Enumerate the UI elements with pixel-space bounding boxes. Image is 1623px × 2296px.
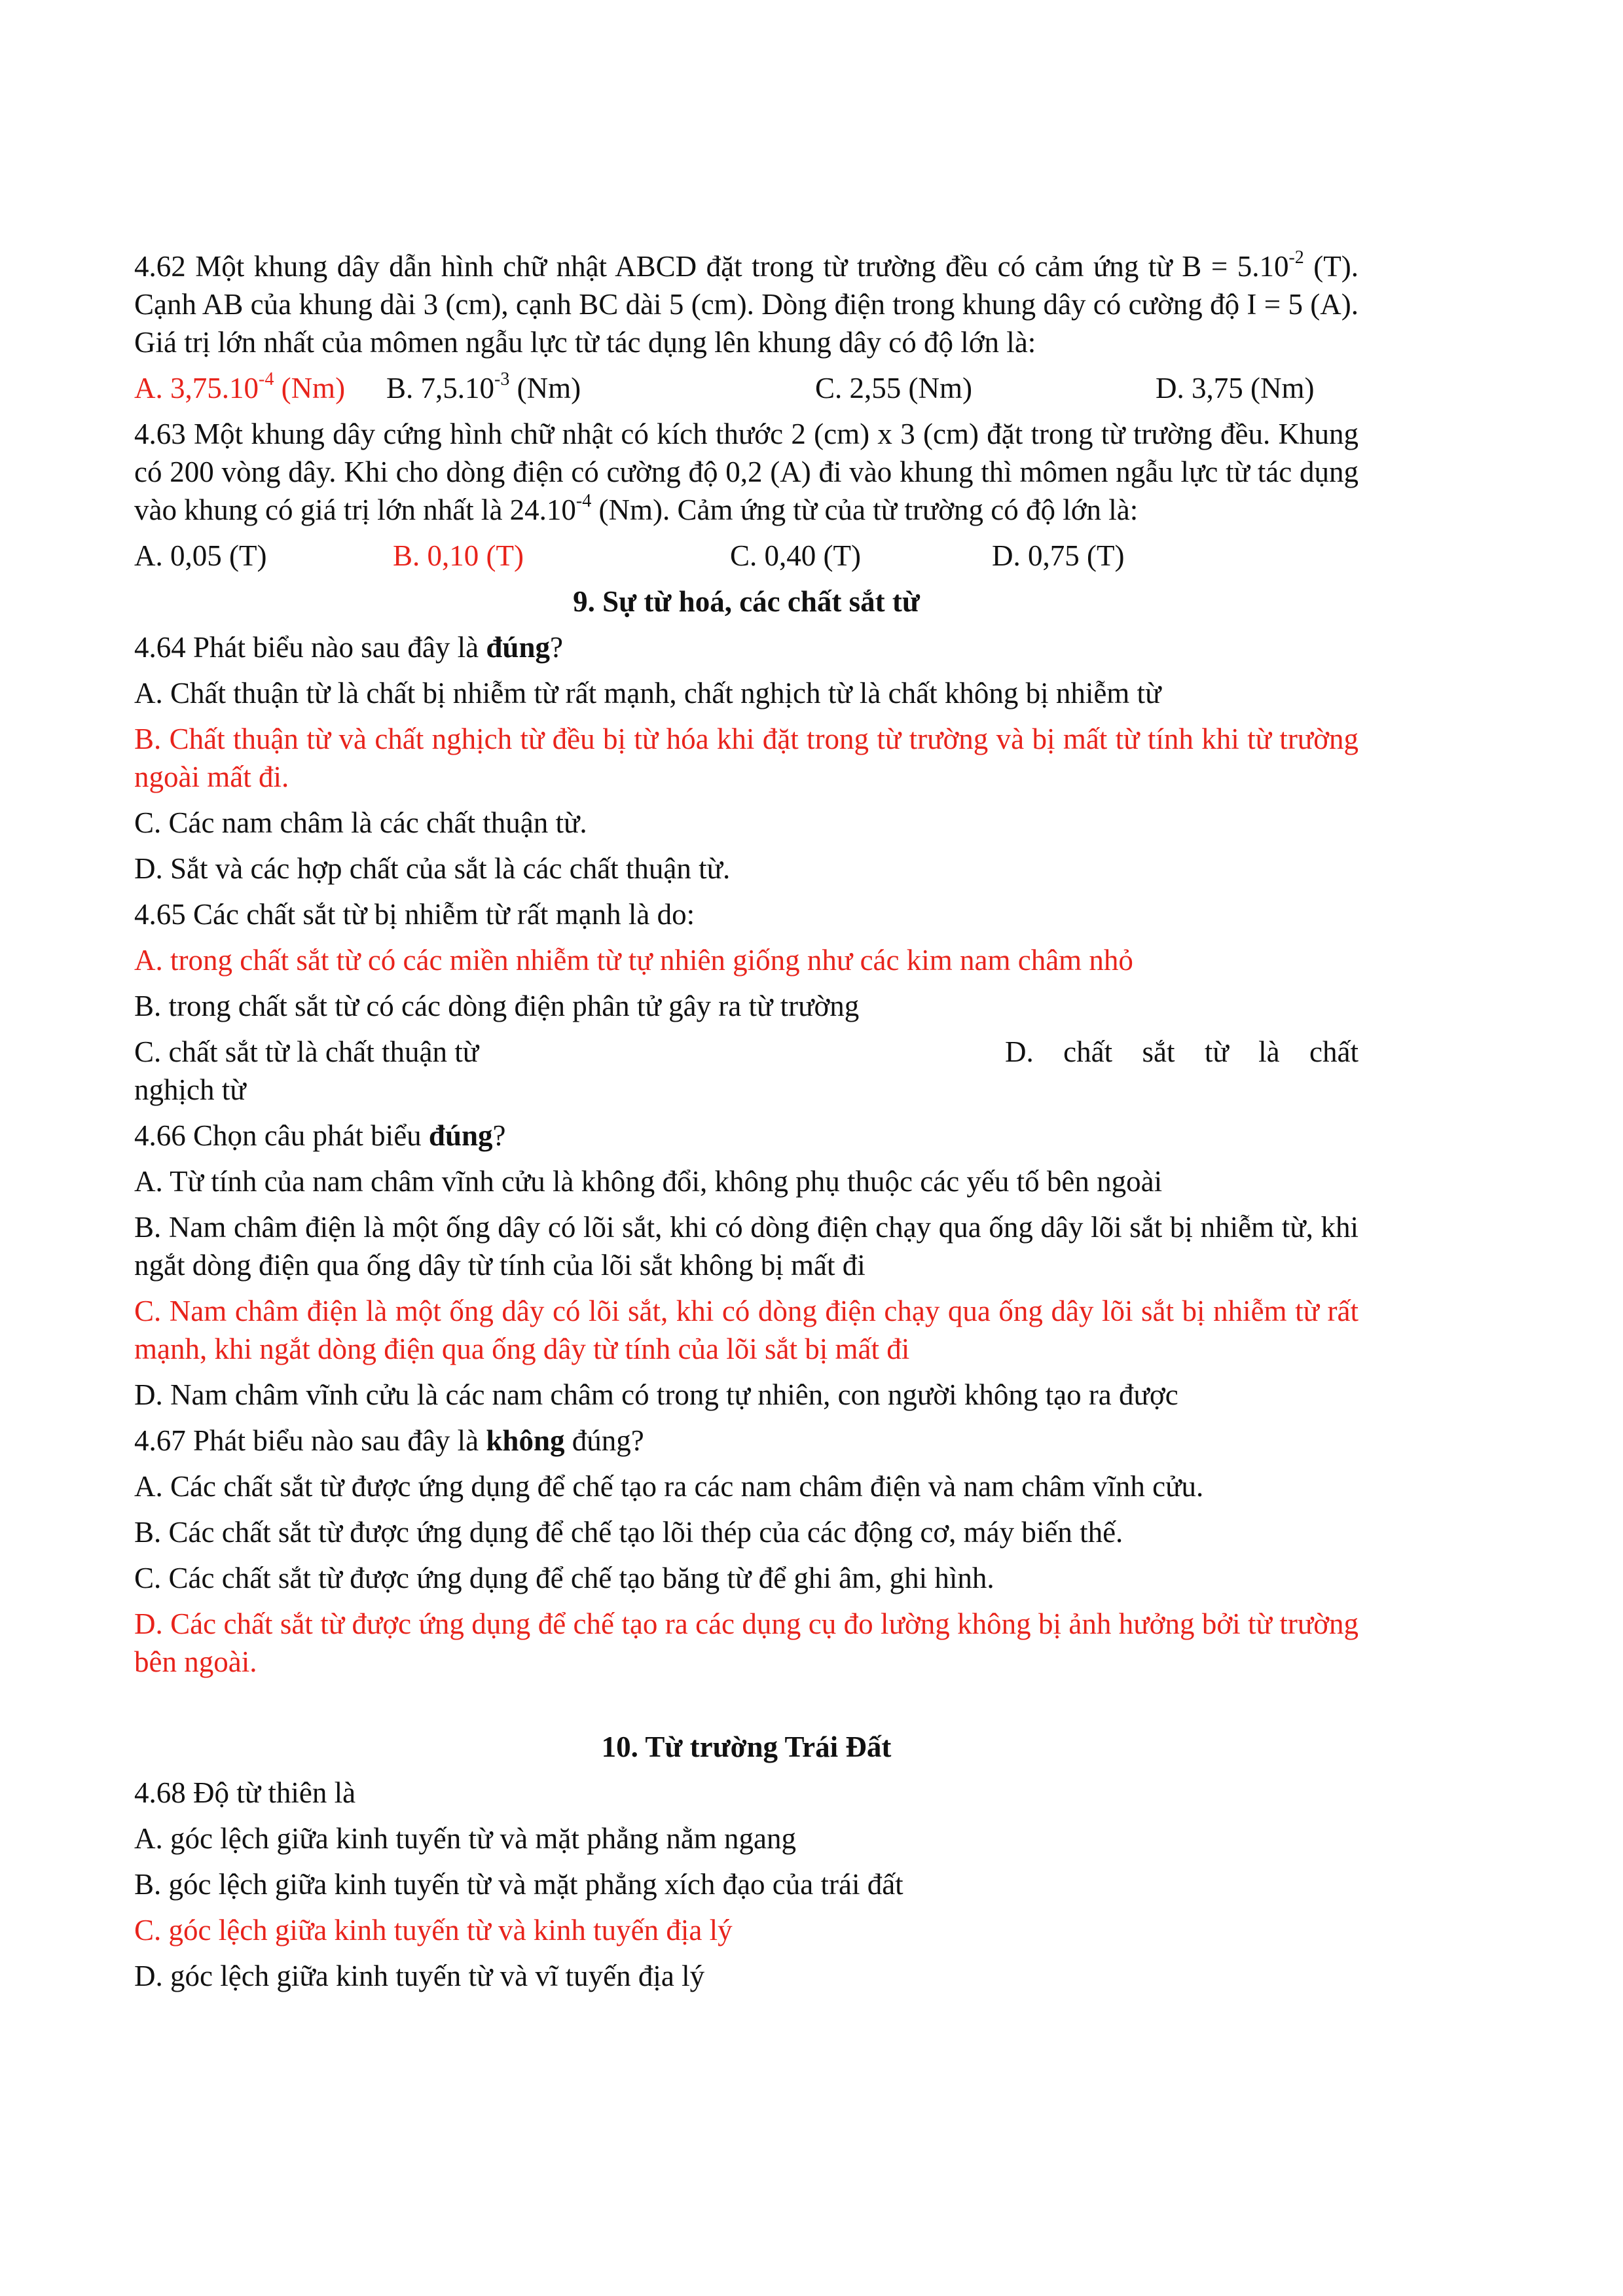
q462-option-b-unit: (Nm) xyxy=(509,372,581,404)
question-4-68-stem: 4.68 Độ từ thiên là xyxy=(134,1776,356,1809)
q464-option-c: C. Các nam châm là các chất thuận từ. xyxy=(134,806,587,839)
q462-option-a xyxy=(134,369,386,407)
document-page xyxy=(134,247,1359,2003)
question-4-65-stem: 4.65 Các chất sắt từ bị nhiễm từ rất mạnh là do: xyxy=(134,898,695,931)
q466-stem-post: ? xyxy=(492,1119,506,1152)
q465-option-d-word: chất xyxy=(1063,1035,1113,1068)
q467-option-d: D. Các chất sắt từ được ứng dụng để chế tạo ra các dụng cụ đo lường không bị ảnh hưởng bởi từ trường bên ngoài. xyxy=(134,1607,1359,1678)
q463-option-c: C. 0,40 (T) xyxy=(730,539,861,572)
q466-option-d: D. Nam châm vĩnh cửu là các nam châm có trong tự nhiên, con người không tạo ra được xyxy=(134,1378,1178,1411)
q466-option-a: A. Từ tính của nam châm vĩnh cửu là không đổi, không phụ thuộc các yếu tố bên ngoài xyxy=(134,1165,1163,1198)
q466-stem-bold: đúng xyxy=(428,1119,493,1152)
q465-option-d-word: D. xyxy=(1005,1035,1034,1068)
q463-option-a: A. 0,05 (T) xyxy=(134,539,267,572)
q468-option-a: A. góc lệch giữa kinh tuyến từ và mặt phẳng nằm ngang xyxy=(134,1822,797,1855)
q466-option-c: C. Nam châm điện là một ống dây có lõi sắt, khi có dòng điện chạy qua ống dây lõi sắt bị nhiễm từ rất mạnh, khi ngắt dòng điện qua ống dây từ tính của lõi sắt bị mất đi xyxy=(134,1295,1359,1365)
q466-option-b: B. Nam châm điện là một ống dây có lõi sắt, khi có dòng điện chạy qua ống dây lõi sắt bị nhiễm từ, khi ngắt dòng điện qua ống dây từ tính của lõi sắt không bị mất đi xyxy=(134,1211,1359,1282)
q465-option-d-continuation: nghịch từ xyxy=(134,1073,246,1106)
q465-option-d-word: từ xyxy=(1204,1035,1229,1068)
q464-stem-bold: đúng xyxy=(486,631,550,664)
q464-option-a: A. Chất thuận từ là chất bị nhiễm từ rất mạnh, chất nghịch từ là chất không bị nhiễm từ xyxy=(134,677,1161,709)
q465-options-cd xyxy=(134,1033,1359,1071)
q463-stem-exponent: -4 xyxy=(575,491,592,511)
q464-stem-post: ? xyxy=(549,631,563,664)
question-4-67-stem xyxy=(134,1422,1359,1460)
q465-option-a: A. trong chất sắt từ có các miền nhiễm từ tự nhiên giống như các kim nam châm nhỏ xyxy=(134,944,1133,977)
q462-stem-part2: (T). Cạnh AB của khung dài 3 (cm), cạnh BC dài 5 (cm). Dòng điện trong khung dây có cường độ I = 5 (A). Giá trị lớn nhất của mômen ngẫu lực từ tác dụng lên khung dây có độ lớn là: xyxy=(134,250,1359,359)
q467-option-c: C. Các chất sắt từ được ứng dụng để chế tạo băng từ để ghi âm, ghi hình. xyxy=(134,1562,994,1594)
q467-stem-bold: không xyxy=(486,1424,565,1457)
q464-option-d: D. Sắt và các hợp chất của sắt là các chất thuận từ. xyxy=(134,852,731,885)
q462-option-a-exp: -4 xyxy=(259,369,274,389)
q465-option-b: B. trong chất sắt từ có các dòng điện phân tử gây ra từ trường xyxy=(134,990,860,1022)
question-4-64-stem xyxy=(134,628,1359,666)
q468-option-d: D. góc lệch giữa kinh tuyến từ và vĩ tuyến địa lý xyxy=(134,1960,705,1992)
q468-option-b: B. góc lệch giữa kinh tuyến từ và mặt phẳng xích đạo của trái đất xyxy=(134,1868,903,1901)
question-4-62-options xyxy=(134,369,1359,407)
q466-stem-pre: 4.66 Chọn câu phát biểu xyxy=(134,1119,429,1152)
q462-option-d: D. 3,75 (Nm) xyxy=(1156,372,1315,404)
q464-option-b: B. Chất thuận từ và chất nghịch từ đều bị từ hóa khi đặt trong từ trường và bị mất từ tính khi từ trường ngoài mất đi. xyxy=(134,723,1359,793)
q465-option-c: C. chất sắt từ là chất thuận từ xyxy=(134,1035,479,1068)
question-4-66-stem xyxy=(134,1117,1359,1155)
q462-option-b-exp: -3 xyxy=(494,369,510,389)
q462-stem-exponent: -2 xyxy=(1288,247,1304,268)
q467-stem-pre: 4.67 Phát biểu nào sau đây là xyxy=(134,1424,486,1457)
section-gap xyxy=(134,1689,1359,1728)
q467-stem-post: đúng? xyxy=(564,1424,644,1457)
question-4-62-stem xyxy=(134,247,1359,361)
q463-stem-part1: 4.63 Một khung dây cứng hình chữ nhật có kích thước 2 (cm) x 3 (cm) đặt trong từ trường đều. Khung có 200 vòng dây. Khi cho dòng điện có cường độ 0,2 (A) đi vào khung thì mômen ngẫu lực từ tác dụng vào khung có giá trị lớn nhất là 24.10 xyxy=(134,418,1359,526)
question-4-63-options xyxy=(134,537,1359,575)
q462-option-a-base: A. 3,75.10 xyxy=(134,372,259,404)
q463-stem-part2: (Nm). Cảm ứng từ của từ trường có độ lớn là: xyxy=(591,493,1139,526)
q463-option-d: D. 0,75 (T) xyxy=(992,539,1125,572)
section-9-heading: 9. Sự từ hoá, các chất sắt từ xyxy=(573,585,920,618)
q462-option-c: C. 2,55 (Nm) xyxy=(815,372,972,404)
q465-option-d-word: là xyxy=(1258,1035,1280,1068)
question-4-63-stem xyxy=(134,415,1359,529)
q464-stem-pre: 4.64 Phát biểu nào sau đây là xyxy=(134,631,486,664)
q462-option-b xyxy=(386,369,815,407)
q467-option-b: B. Các chất sắt từ được ứng dụng để chế tạo lõi thép của các động cơ, máy biến thế. xyxy=(134,1516,1123,1549)
q465-option-d xyxy=(1005,1033,1359,1071)
section-10-heading: 10. Từ trường Trái Đất xyxy=(601,1731,892,1763)
q465-option-d-word: sắt xyxy=(1142,1035,1175,1068)
q462-option-a-unit: (Nm) xyxy=(274,372,346,404)
q462-stem-part1: 4.62 Một khung dây dẫn hình chữ nhật ABCD đặt trong từ trường đều có cảm ứng từ B = 5.10 xyxy=(134,250,1289,283)
q468-option-c: C. góc lệch giữa kinh tuyến từ và kinh tuyến địa lý xyxy=(134,1914,733,1946)
q465-option-d-word: chất xyxy=(1309,1035,1359,1068)
q462-option-b-base: B. 7,5.10 xyxy=(386,372,495,404)
q467-option-a: A. Các chất sắt từ được ứng dụng để chế tạo ra các nam châm điện và nam châm vĩnh cửu. xyxy=(134,1470,1204,1503)
q463-option-b: B. 0,10 (T) xyxy=(393,539,524,572)
